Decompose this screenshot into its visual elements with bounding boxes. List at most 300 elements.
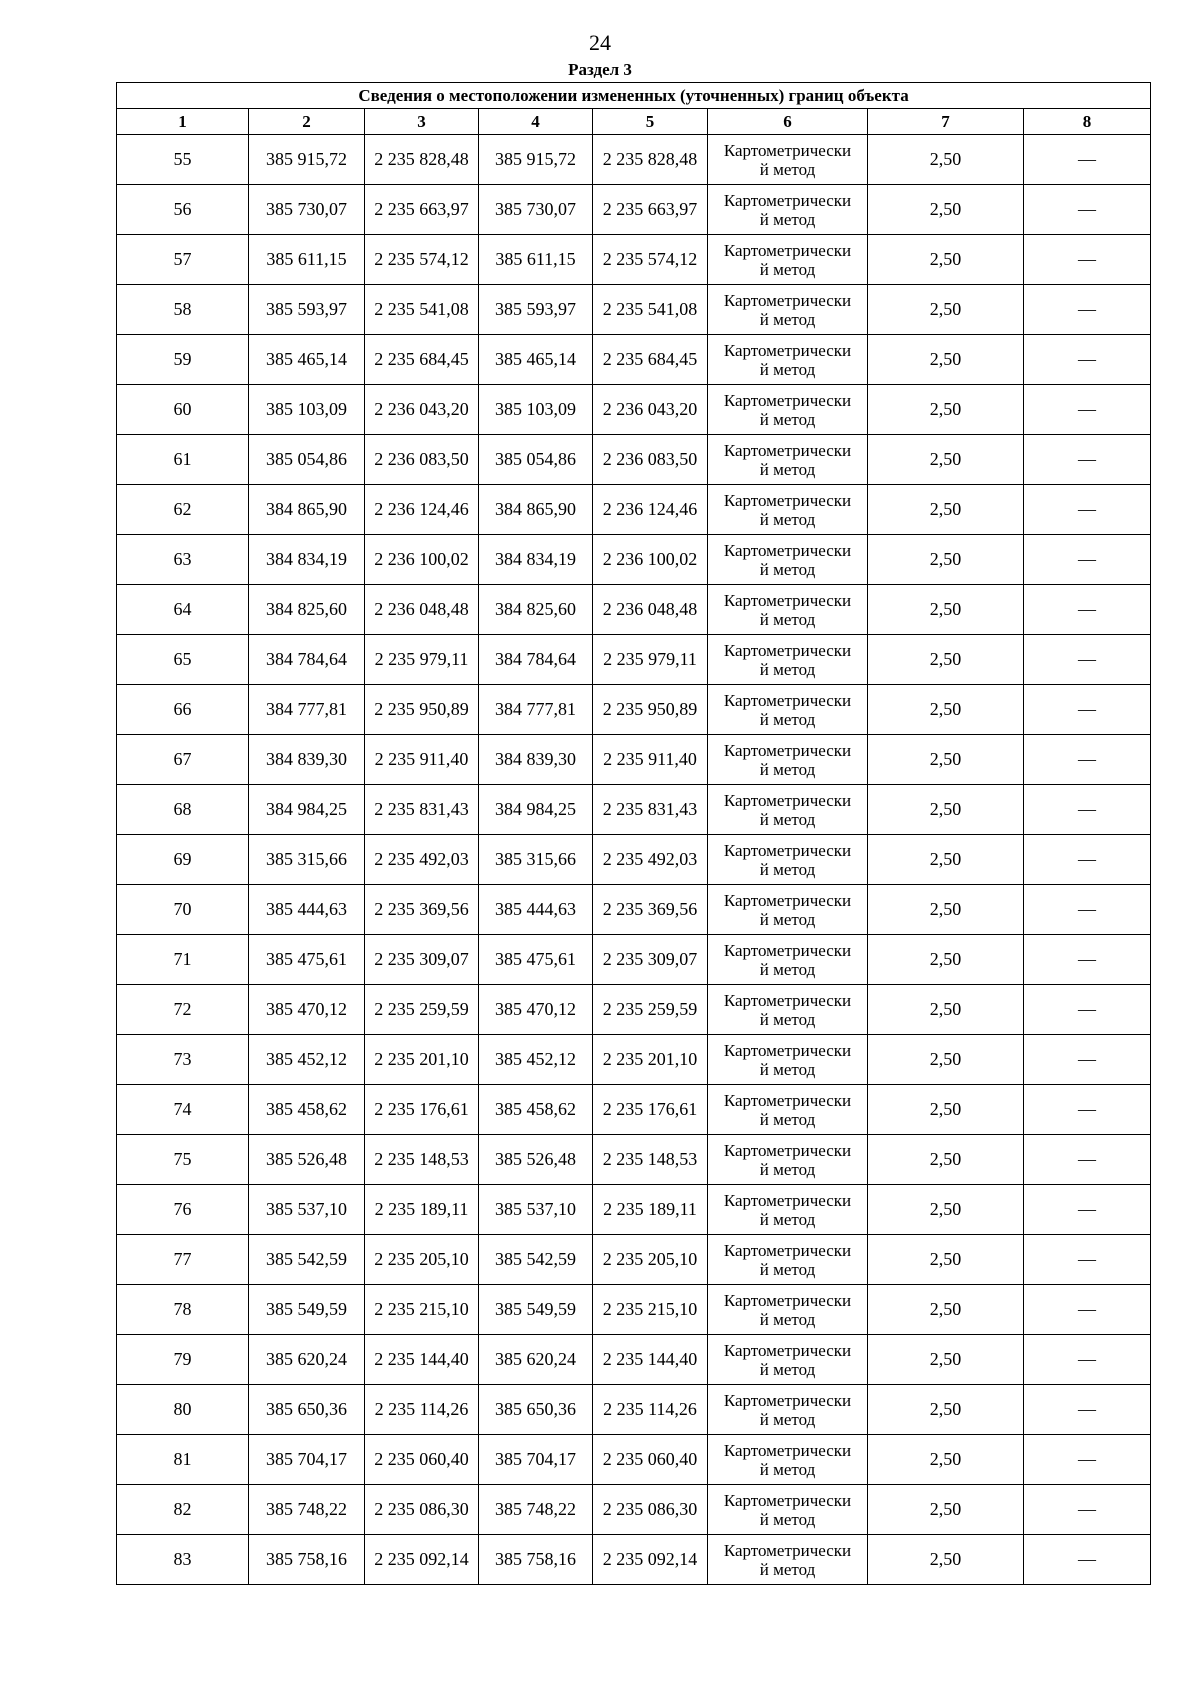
accuracy-cell: 2,50	[868, 985, 1024, 1035]
method-text-line: Картометрически	[723, 940, 852, 960]
method-cell	[708, 1435, 868, 1485]
refined-x-cell: 385 470,12	[479, 985, 593, 1035]
refined-y-cell: 2 236 043,20	[593, 385, 708, 435]
existing-x-cell: 385 444,63	[249, 885, 365, 935]
existing-y-cell: 2 235 979,11	[365, 635, 479, 685]
method-text-line: й метод	[759, 1459, 816, 1479]
accuracy-cell: 2,50	[868, 1335, 1024, 1385]
existing-y-cell: 2 235 114,26	[365, 1385, 479, 1435]
note-dash: —	[1078, 799, 1097, 819]
existing-y-cell: 2 236 043,20	[365, 385, 479, 435]
column-number-1: 1	[117, 109, 249, 135]
point-number-cell: 57	[117, 235, 249, 285]
note-cell	[1024, 635, 1151, 685]
method-text-line: Картометрически	[723, 690, 852, 710]
column-number-3: 3	[365, 109, 479, 135]
method-text-line: й метод	[759, 359, 816, 379]
existing-y-cell: 2 235 092,14	[365, 1535, 479, 1585]
existing-y-cell: 2 235 215,10	[365, 1285, 479, 1335]
method-text-line: й метод	[759, 159, 816, 179]
refined-y-cell: 2 235 911,40	[593, 735, 708, 785]
method-cell	[708, 135, 868, 185]
existing-y-cell: 2 235 492,03	[365, 835, 479, 885]
note-cell	[1024, 1435, 1151, 1485]
existing-y-cell: 2 235 541,08	[365, 285, 479, 335]
refined-x-cell: 385 452,12	[479, 1035, 593, 1085]
method-cell	[708, 535, 868, 585]
accuracy-cell: 2,50	[868, 685, 1024, 735]
method-text-line: Картометрически	[723, 540, 852, 560]
refined-x-cell: 385 526,48	[479, 1135, 593, 1185]
method-text-line: Картометрически	[723, 240, 852, 260]
method-cell	[708, 435, 868, 485]
method-cell	[708, 985, 868, 1035]
point-number-cell: 62	[117, 485, 249, 535]
note-dash: —	[1078, 249, 1097, 269]
method-text-line: й метод	[759, 1159, 816, 1179]
note-dash: —	[1078, 499, 1097, 519]
existing-x-cell: 385 452,12	[249, 1035, 365, 1085]
note-dash: —	[1078, 749, 1097, 769]
note-cell	[1024, 1335, 1151, 1385]
note-cell	[1024, 135, 1151, 185]
refined-x-cell: 384 784,64	[479, 635, 593, 685]
existing-x-cell: 384 834,19	[249, 535, 365, 585]
table-row	[117, 1335, 1151, 1385]
point-number-cell: 83	[117, 1535, 249, 1585]
note-cell	[1024, 935, 1151, 985]
point-number-cell: 70	[117, 885, 249, 935]
existing-y-cell: 2 235 309,07	[365, 935, 479, 985]
point-number-cell: 74	[117, 1085, 249, 1135]
existing-x-cell: 385 103,09	[249, 385, 365, 435]
note-cell	[1024, 585, 1151, 635]
table-row	[117, 685, 1151, 735]
boundary-table	[116, 82, 1151, 1585]
existing-x-cell: 385 465,14	[249, 335, 365, 385]
table-row	[117, 435, 1151, 485]
refined-x-cell: 385 611,15	[479, 235, 593, 285]
method-cell	[708, 735, 868, 785]
accuracy-cell: 2,50	[868, 1035, 1024, 1085]
table-body	[117, 135, 1151, 1585]
point-number-cell: 58	[117, 285, 249, 335]
method-text-line: Картометрически	[723, 1190, 852, 1210]
existing-x-cell: 385 054,86	[249, 435, 365, 485]
point-number-cell: 67	[117, 735, 249, 785]
note-dash: —	[1078, 1049, 1097, 1069]
note-cell	[1024, 1285, 1151, 1335]
column-number-8: 8	[1024, 109, 1151, 135]
point-number-cell: 78	[117, 1285, 249, 1335]
method-cell	[708, 485, 868, 535]
method-text-line: Картометрически	[723, 1090, 852, 1110]
accuracy-cell: 2,50	[868, 285, 1024, 335]
column-number-7: 7	[868, 109, 1024, 135]
point-number-cell: 68	[117, 785, 249, 835]
method-cell	[708, 785, 868, 835]
refined-x-cell: 385 650,36	[479, 1385, 593, 1435]
note-dash: —	[1078, 849, 1097, 869]
method-text-line: Картометрически	[723, 390, 852, 410]
note-cell	[1024, 335, 1151, 385]
point-number-cell: 60	[117, 385, 249, 435]
method-cell	[708, 1285, 868, 1335]
point-number-cell: 65	[117, 635, 249, 685]
method-text-line: Картометрически	[723, 1440, 852, 1460]
note-cell	[1024, 1185, 1151, 1235]
existing-x-cell: 385 542,59	[249, 1235, 365, 1285]
refined-y-cell: 2 236 100,02	[593, 535, 708, 585]
table-row	[117, 785, 1151, 835]
method-text-line: й метод	[759, 559, 816, 579]
note-dash: —	[1078, 949, 1097, 969]
refined-x-cell: 385 748,22	[479, 1485, 593, 1535]
refined-x-cell: 384 777,81	[479, 685, 593, 735]
method-cell	[708, 235, 868, 285]
method-text-line: й метод	[759, 659, 816, 679]
existing-y-cell: 2 236 100,02	[365, 535, 479, 585]
note-dash: —	[1078, 299, 1097, 319]
method-text-line: й метод	[759, 1209, 816, 1229]
method-cell	[708, 385, 868, 435]
existing-y-cell: 2 235 911,40	[365, 735, 479, 785]
accuracy-cell: 2,50	[868, 935, 1024, 985]
method-text-line: й метод	[759, 1259, 816, 1279]
point-number-cell: 71	[117, 935, 249, 985]
accuracy-cell: 2,50	[868, 1235, 1024, 1285]
refined-y-cell: 2 235 114,26	[593, 1385, 708, 1435]
method-text-line: Картометрически	[723, 740, 852, 760]
table-row	[117, 535, 1151, 585]
note-dash: —	[1078, 349, 1097, 369]
refined-y-cell: 2 235 541,08	[593, 285, 708, 335]
refined-y-cell: 2 235 086,30	[593, 1485, 708, 1535]
note-cell	[1024, 535, 1151, 585]
method-cell	[708, 1035, 868, 1085]
method-text-line: й метод	[759, 259, 816, 279]
method-text-line: Картометрически	[723, 990, 852, 1010]
existing-x-cell: 385 620,24	[249, 1335, 365, 1385]
table-row	[117, 1535, 1151, 1585]
method-cell	[708, 635, 868, 685]
table-row	[117, 1385, 1151, 1435]
note-dash: —	[1078, 199, 1097, 219]
table-row	[117, 635, 1151, 685]
refined-y-cell: 2 236 048,48	[593, 585, 708, 635]
method-text-line: Картометрически	[723, 790, 852, 810]
column-number-5: 5	[593, 109, 708, 135]
existing-x-cell: 385 748,22	[249, 1485, 365, 1535]
existing-x-cell: 385 593,97	[249, 285, 365, 335]
refined-x-cell: 385 730,07	[479, 185, 593, 235]
refined-x-cell: 385 620,24	[479, 1335, 593, 1385]
accuracy-cell: 2,50	[868, 885, 1024, 935]
accuracy-cell: 2,50	[868, 785, 1024, 835]
method-text-line: Картометрически	[723, 1490, 852, 1510]
method-cell	[708, 285, 868, 335]
accuracy-cell: 2,50	[868, 335, 1024, 385]
refined-x-cell: 385 758,16	[479, 1535, 593, 1585]
table-row	[117, 585, 1151, 635]
method-text-line: й метод	[759, 959, 816, 979]
table-row	[117, 235, 1151, 285]
method-text-line: Картометрически	[723, 1290, 852, 1310]
point-number-cell: 56	[117, 185, 249, 235]
note-cell	[1024, 485, 1151, 535]
table-row	[117, 1135, 1151, 1185]
method-text-line: й метод	[759, 1509, 816, 1529]
existing-x-cell: 384 984,25	[249, 785, 365, 835]
method-text-line: й метод	[759, 809, 816, 829]
method-text-line: Картометрически	[723, 190, 852, 210]
point-number-cell: 82	[117, 1485, 249, 1535]
refined-x-cell: 385 465,14	[479, 335, 593, 385]
refined-y-cell: 2 235 369,56	[593, 885, 708, 935]
method-text-line: й метод	[759, 859, 816, 879]
table-row	[117, 935, 1151, 985]
note-cell	[1024, 385, 1151, 435]
existing-x-cell: 385 730,07	[249, 185, 365, 235]
method-text-line: й метод	[759, 1559, 816, 1579]
refined-y-cell: 2 235 092,14	[593, 1535, 708, 1585]
table-row	[117, 1235, 1151, 1285]
point-number-cell: 72	[117, 985, 249, 1035]
method-cell	[708, 935, 868, 985]
accuracy-cell: 2,50	[868, 1435, 1024, 1485]
note-dash: —	[1078, 1249, 1097, 1269]
note-dash: —	[1078, 899, 1097, 919]
method-text-line: й метод	[759, 909, 816, 929]
existing-x-cell: 385 758,16	[249, 1535, 365, 1585]
section-title: Раздел 3	[568, 60, 632, 79]
method-cell	[708, 585, 868, 635]
existing-x-cell: 384 839,30	[249, 735, 365, 785]
method-cell	[708, 1485, 868, 1535]
method-text-line: й метод	[759, 409, 816, 429]
method-text-line: Картометрически	[723, 440, 852, 460]
accuracy-cell: 2,50	[868, 485, 1024, 535]
existing-x-cell: 384 825,60	[249, 585, 365, 635]
existing-y-cell: 2 235 684,45	[365, 335, 479, 385]
note-dash: —	[1078, 449, 1097, 469]
note-dash: —	[1078, 1299, 1097, 1319]
refined-x-cell: 385 915,72	[479, 135, 593, 185]
existing-y-cell: 2 235 060,40	[365, 1435, 479, 1485]
method-text-line: й метод	[759, 1059, 816, 1079]
point-number-cell: 61	[117, 435, 249, 485]
column-number-6: 6	[708, 109, 868, 135]
accuracy-cell: 2,50	[868, 1385, 1024, 1435]
table-row	[117, 735, 1151, 785]
existing-y-cell: 2 235 259,59	[365, 985, 479, 1035]
method-text-line: Картометрически	[723, 590, 852, 610]
note-cell	[1024, 1485, 1151, 1535]
note-dash: —	[1078, 1199, 1097, 1219]
accuracy-cell: 2,50	[868, 185, 1024, 235]
method-cell	[708, 1335, 868, 1385]
accuracy-cell: 2,50	[868, 385, 1024, 435]
refined-x-cell: 385 458,62	[479, 1085, 593, 1135]
note-cell	[1024, 1035, 1151, 1085]
existing-y-cell: 2 235 201,10	[365, 1035, 479, 1085]
table-row	[117, 335, 1151, 385]
note-cell	[1024, 235, 1151, 285]
accuracy-cell: 2,50	[868, 1285, 1024, 1335]
method-text-line: Картометрически	[723, 1040, 852, 1060]
note-cell	[1024, 685, 1151, 735]
note-dash: —	[1078, 1349, 1097, 1369]
refined-x-cell: 385 542,59	[479, 1235, 593, 1285]
existing-x-cell: 385 704,17	[249, 1435, 365, 1485]
accuracy-cell: 2,50	[868, 535, 1024, 585]
note-dash: —	[1078, 1099, 1097, 1119]
note-cell	[1024, 835, 1151, 885]
existing-x-cell: 385 549,59	[249, 1285, 365, 1335]
refined-y-cell: 2 235 492,03	[593, 835, 708, 885]
accuracy-cell: 2,50	[868, 1535, 1024, 1585]
refined-y-cell: 2 235 205,10	[593, 1235, 708, 1285]
note-dash: —	[1078, 399, 1097, 419]
refined-y-cell: 2 235 663,97	[593, 185, 708, 235]
page-number: 24	[589, 30, 611, 55]
method-text-line: Картометрически	[723, 890, 852, 910]
existing-x-cell: 385 470,12	[249, 985, 365, 1035]
point-number-cell: 75	[117, 1135, 249, 1185]
existing-x-cell: 384 777,81	[249, 685, 365, 735]
point-number-cell: 81	[117, 1435, 249, 1485]
note-dash: —	[1078, 649, 1097, 669]
column-number-4: 4	[479, 109, 593, 135]
point-number-cell: 69	[117, 835, 249, 885]
existing-y-cell: 2 235 369,56	[365, 885, 479, 935]
point-number-cell: 66	[117, 685, 249, 735]
method-text-line: й метод	[759, 1409, 816, 1429]
accuracy-cell: 2,50	[868, 235, 1024, 285]
existing-y-cell: 2 235 148,53	[365, 1135, 479, 1185]
table-caption-row	[117, 83, 1151, 109]
refined-y-cell: 2 235 060,40	[593, 1435, 708, 1485]
method-text-line: Картометрически	[723, 1540, 852, 1560]
accuracy-cell: 2,50	[868, 1185, 1024, 1235]
existing-y-cell: 2 235 189,11	[365, 1185, 479, 1235]
note-cell	[1024, 185, 1151, 235]
refined-x-cell: 385 549,59	[479, 1285, 593, 1335]
point-number-cell: 79	[117, 1335, 249, 1385]
method-cell	[708, 1085, 868, 1135]
refined-y-cell: 2 235 215,10	[593, 1285, 708, 1335]
existing-x-cell: 384 865,90	[249, 485, 365, 535]
note-cell	[1024, 1135, 1151, 1185]
method-text-line: й метод	[759, 709, 816, 729]
refined-y-cell: 2 235 189,11	[593, 1185, 708, 1235]
refined-y-cell: 2 235 831,43	[593, 785, 708, 835]
existing-y-cell: 2 235 086,30	[365, 1485, 479, 1535]
table-row	[117, 885, 1151, 935]
method-text-line: Картометрически	[723, 1340, 852, 1360]
table-row	[117, 835, 1151, 885]
method-text-line: Картометрически	[723, 340, 852, 360]
existing-y-cell: 2 235 144,40	[365, 1335, 479, 1385]
note-dash: —	[1078, 1399, 1097, 1419]
table-row	[117, 1485, 1151, 1535]
existing-x-cell: 385 650,36	[249, 1385, 365, 1435]
table-row	[117, 1285, 1151, 1335]
refined-x-cell: 385 537,10	[479, 1185, 593, 1235]
method-text-line: Картометрически	[723, 290, 852, 310]
refined-x-cell: 384 825,60	[479, 585, 593, 635]
method-text-line: Картометрически	[723, 1390, 852, 1410]
refined-x-cell: 384 834,19	[479, 535, 593, 585]
table-row	[117, 135, 1151, 185]
table-caption: Сведения о местоположении измененных (уточненных) границ объекта	[117, 83, 1151, 109]
refined-y-cell: 2 235 574,12	[593, 235, 708, 285]
existing-x-cell: 385 526,48	[249, 1135, 365, 1185]
note-dash: —	[1078, 1549, 1097, 1569]
refined-x-cell: 385 103,09	[479, 385, 593, 435]
method-text-line: й метод	[759, 759, 816, 779]
accuracy-cell: 2,50	[868, 135, 1024, 185]
note-cell	[1024, 1085, 1151, 1135]
refined-x-cell: 385 475,61	[479, 935, 593, 985]
existing-y-cell: 2 235 828,48	[365, 135, 479, 185]
table-row	[117, 1435, 1151, 1485]
existing-y-cell: 2 235 831,43	[365, 785, 479, 835]
method-text-line: й метод	[759, 209, 816, 229]
accuracy-cell: 2,50	[868, 435, 1024, 485]
method-cell	[708, 1185, 868, 1235]
refined-y-cell: 2 235 684,45	[593, 335, 708, 385]
note-dash: —	[1078, 1149, 1097, 1169]
refined-x-cell: 385 054,86	[479, 435, 593, 485]
method-text-line: й метод	[759, 1309, 816, 1329]
method-text-line: Картометрически	[723, 1240, 852, 1260]
column-number-row	[117, 109, 1151, 135]
refined-x-cell: 384 984,25	[479, 785, 593, 835]
table-row	[117, 385, 1151, 435]
existing-y-cell: 2 235 950,89	[365, 685, 479, 735]
existing-x-cell: 385 475,61	[249, 935, 365, 985]
method-text-line: й метод	[759, 509, 816, 529]
refined-x-cell: 384 839,30	[479, 735, 593, 785]
method-text-line: Картометрически	[723, 490, 852, 510]
table-row	[117, 1035, 1151, 1085]
accuracy-cell: 2,50	[868, 1085, 1024, 1135]
note-cell	[1024, 985, 1151, 1035]
table-row	[117, 1085, 1151, 1135]
note-dash: —	[1078, 599, 1097, 619]
method-cell	[708, 185, 868, 235]
existing-y-cell: 2 235 176,61	[365, 1085, 479, 1135]
note-cell	[1024, 1235, 1151, 1285]
method-text-line: Картометрически	[723, 840, 852, 860]
note-dash: —	[1078, 1449, 1097, 1469]
table-row	[117, 985, 1151, 1035]
method-cell	[708, 835, 868, 885]
refined-y-cell: 2 235 148,53	[593, 1135, 708, 1185]
accuracy-cell: 2,50	[868, 735, 1024, 785]
method-cell	[708, 685, 868, 735]
point-number-cell: 73	[117, 1035, 249, 1085]
method-text-line: й метод	[759, 309, 816, 329]
method-text-line: Картометрически	[723, 140, 852, 160]
refined-y-cell: 2 235 309,07	[593, 935, 708, 985]
method-text-line: й метод	[759, 1009, 816, 1029]
existing-x-cell: 385 315,66	[249, 835, 365, 885]
column-number-2: 2	[249, 109, 365, 135]
refined-y-cell: 2 235 950,89	[593, 685, 708, 735]
note-dash: —	[1078, 999, 1097, 1019]
